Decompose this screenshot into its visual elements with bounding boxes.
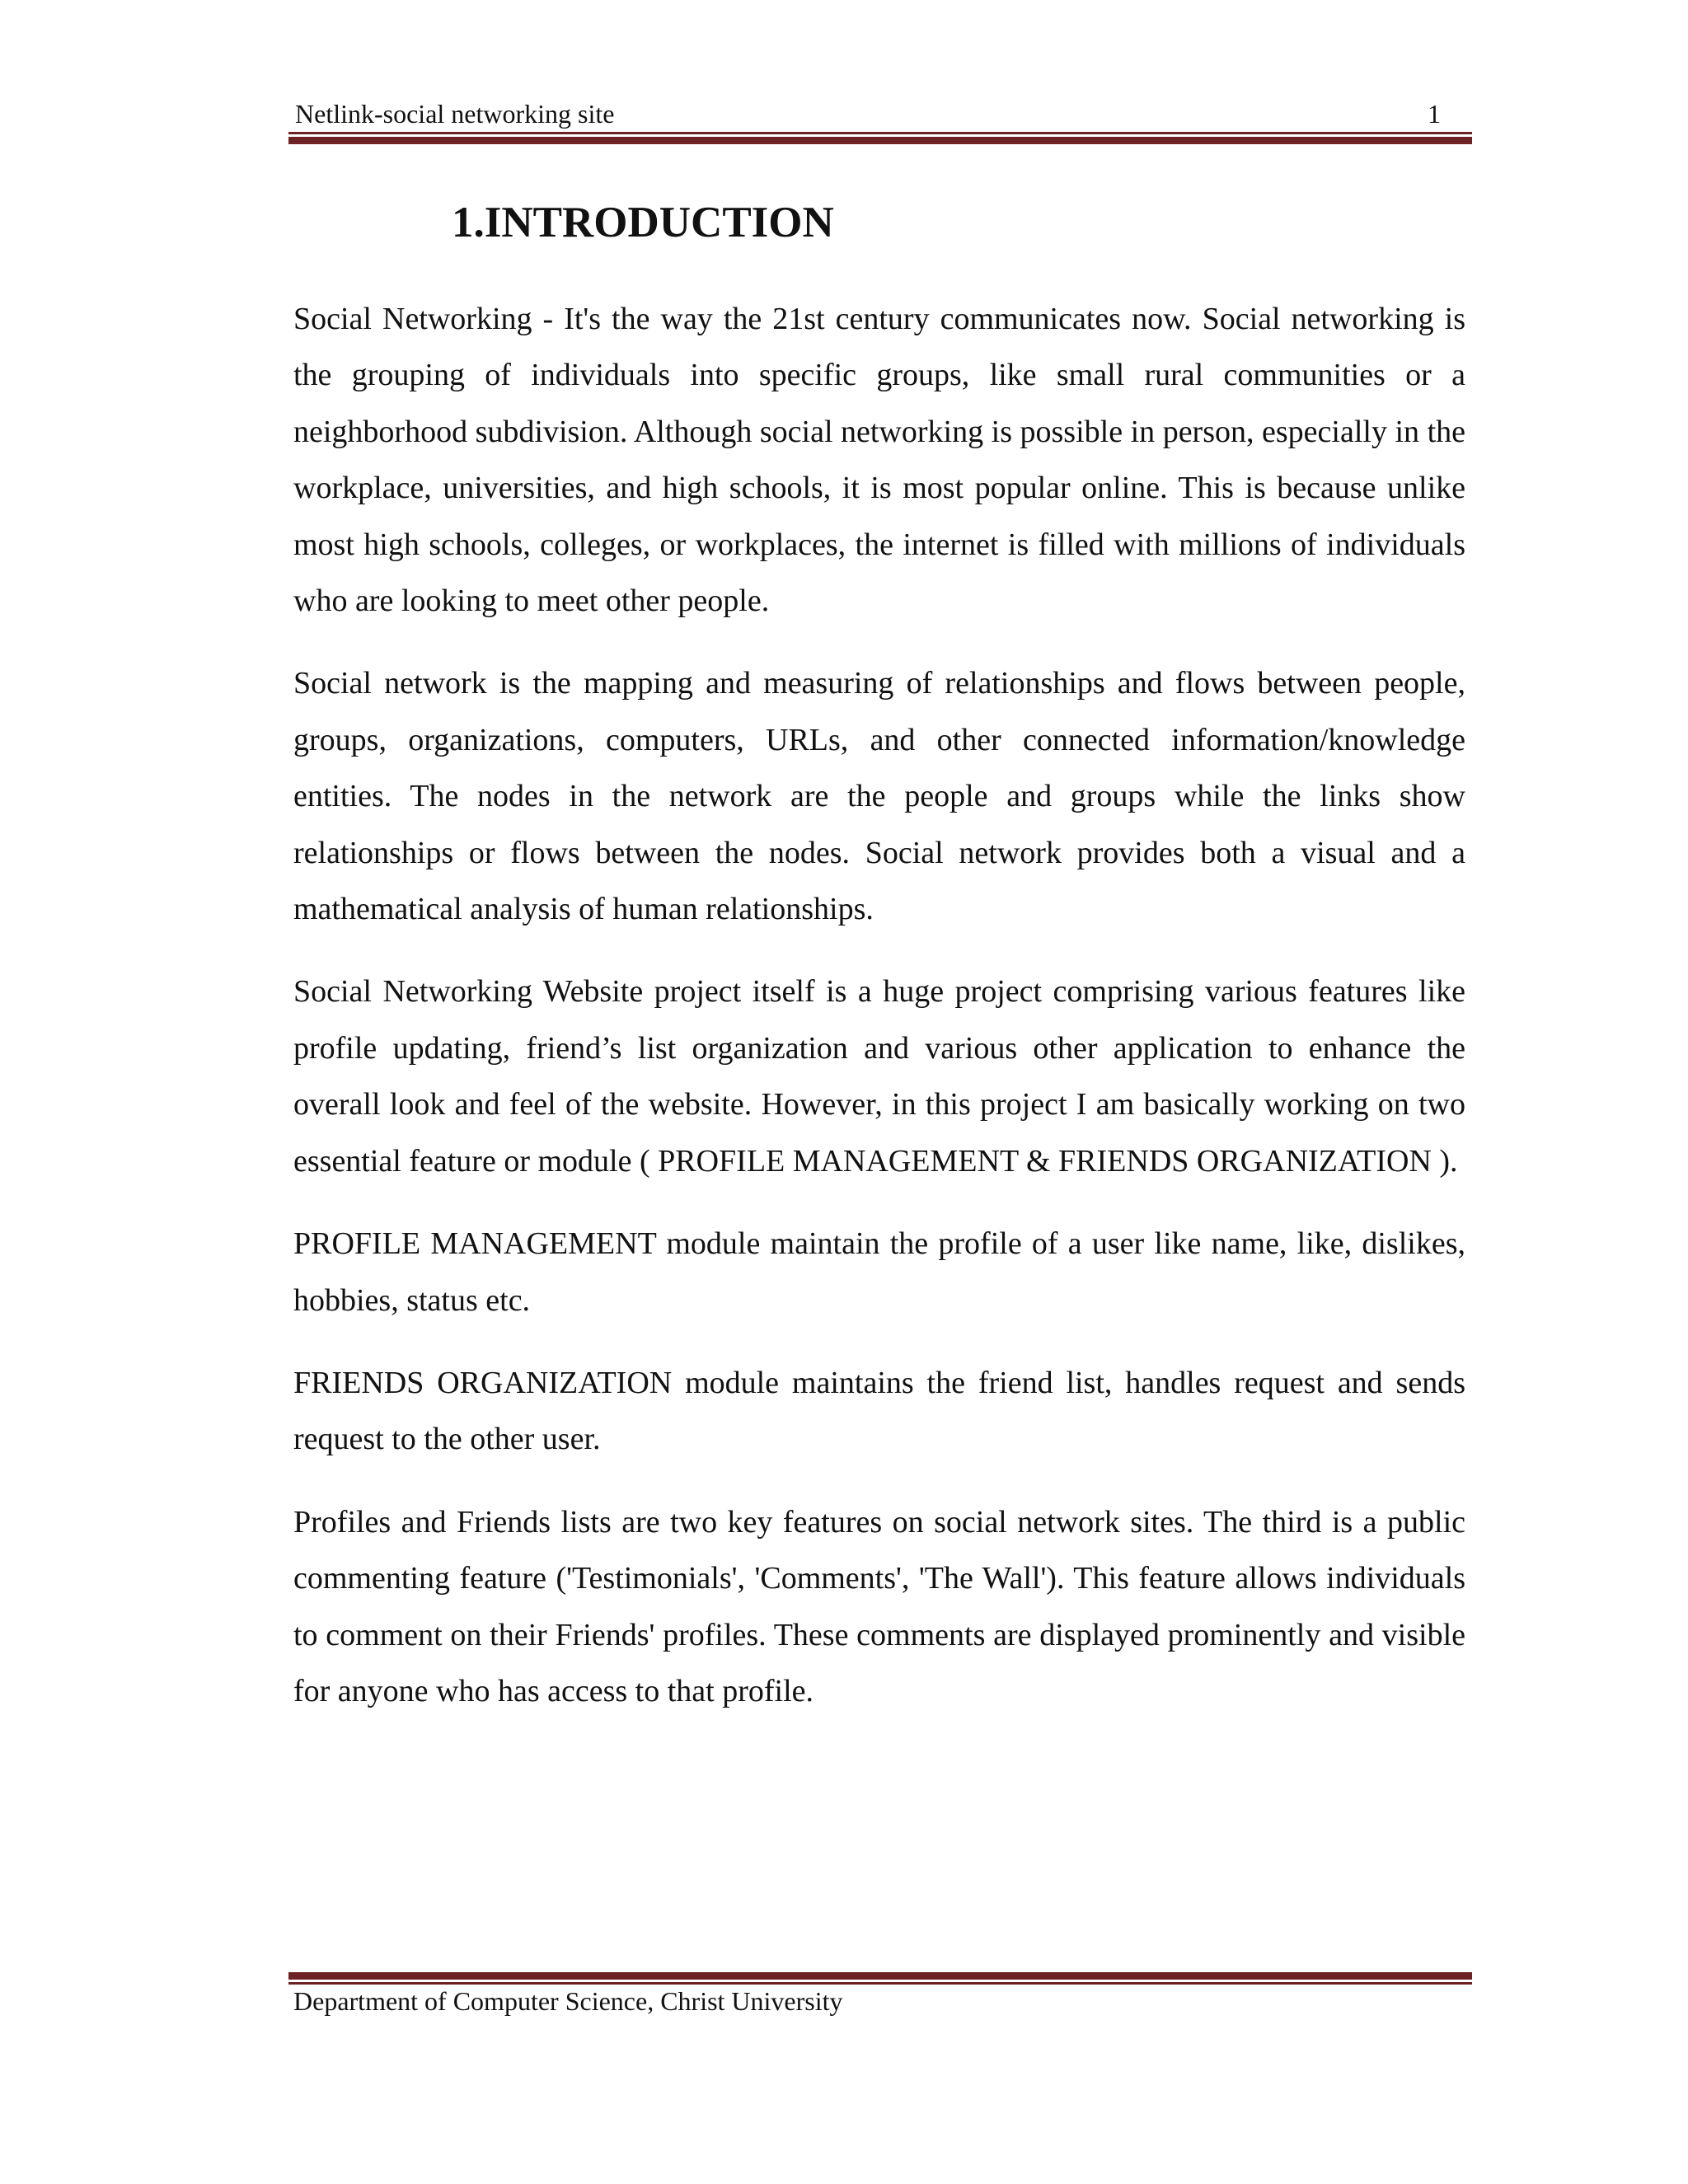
- page-number: 1: [1428, 99, 1441, 129]
- footer-rule: [288, 1972, 1472, 1985]
- paragraph-profile-management: PROFILE MANAGEMENT module maintain the profile of a user like name, like, dislikes, hobbies, status etc.: [293, 1226, 1465, 1318]
- paragraph-project-scope: Social Networking Website project itself is a huge project comprising various features like profile updating, friend’s list organization and various other application to enhance the overall look and feel of the website. However, in this project I am basically working on two essential feature or module ( PROFILE MANAGEMENT & FRIENDS ORGANIZATION ).: [293, 974, 1465, 1179]
- page-header: [293, 97, 1470, 135]
- paragraph-commenting-feature: Profiles and Friends lists are two key features on social network sites. The third is a public commenting feature ('Testimonials', 'Comments', 'The Wall'). This feature allows individuals to comment on their Friends' profiles. These comments are displayed prominently and visible for anyone who has access to that profile.: [293, 1504, 1465, 1708]
- footer-text: Department of Computer Science, Christ University: [293, 1986, 843, 2016]
- chapter-title: 1.INTRODUCTION: [452, 199, 834, 246]
- paragraph-social-network: Social network is the mapping and measuring of relationships and flows between people, groups, organizations, computers, URLs, and other connected information/knowledge entities. The nodes in the network are the people and groups while the links show relationships or flows between the nodes. Social network provides both a visual and a mathematical analysis of human relationships.: [293, 666, 1465, 927]
- header-title: Netlink-social networking site: [295, 99, 615, 129]
- paragraph-friends-organization: FRIENDS ORGANIZATION module maintains the friend list, handles request and sends request to the other user.: [293, 1365, 1465, 1457]
- body-text: [293, 291, 1465, 1746]
- header-rule: [288, 132, 1472, 144]
- paragraph-intro: Social Networking - It's the way the 21st century communicates now. Social networking is the grouping of individuals into specific groups, like small rural communities or a neighborhood subdivision. Although social networking is possible in person, especially in the workplace, universities, and high schools, it is most popular online. This is because unlike most high schools, colleges, or workplaces, the internet is filled with millions of individuals who are looking to meet other people.: [293, 302, 1465, 619]
